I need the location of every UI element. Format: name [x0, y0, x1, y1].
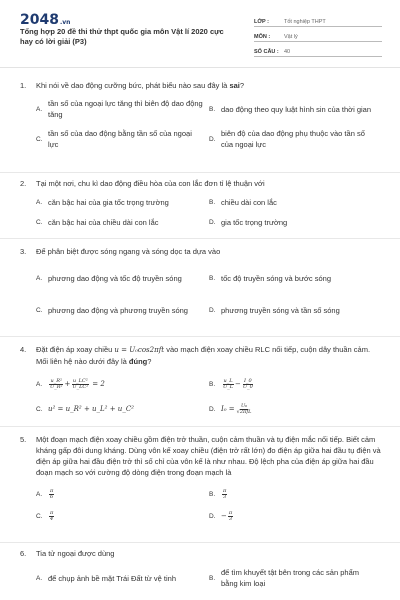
- options: [36, 565, 382, 591]
- formula-fraction: [71, 379, 89, 390]
- header-divider: [0, 67, 400, 68]
- option-letter: C.: [36, 218, 43, 226]
- option-c[interactable]: [36, 125, 209, 153]
- formula-fraction: [222, 379, 234, 390]
- frac-num: u_LC²: [72, 377, 88, 384]
- meta-value: Vật lý: [284, 34, 298, 40]
- frac-den: √2πfL: [236, 408, 252, 415]
- meta-value: Tốt nghiệp THPT: [284, 19, 326, 25]
- question-3: [20, 246, 382, 323]
- option-c[interactable]: [36, 399, 209, 419]
- stem-text-end: ?: [147, 357, 152, 366]
- option-text: chiều dài con lắc: [221, 197, 277, 207]
- option-a[interactable]: [36, 195, 209, 209]
- question-divider: [0, 426, 400, 427]
- option-c[interactable]: [36, 508, 209, 524]
- option-c[interactable]: [36, 297, 209, 323]
- options: [36, 195, 382, 229]
- meta-key: LỚP :: [254, 19, 269, 25]
- question-text: [36, 344, 382, 367]
- option-letter: C.: [36, 405, 43, 413]
- frac-num: u_R²: [50, 377, 62, 384]
- stem-text: Đặt điện áp xoay chiều: [36, 345, 115, 354]
- frac-den: U_L: [223, 383, 234, 390]
- question-divider: [0, 542, 400, 543]
- options: [36, 97, 382, 153]
- question-stem: [20, 80, 382, 91]
- option-a[interactable]: [36, 375, 209, 393]
- question-text: Một đoạn mạch điện xoay chiều gồm điện trở thuần, cuộn cảm thuần và tụ điện mắc nối tiếp. Biết cảm kháng gấp đôi dung kháng. Dùng vôn kế xoay chiều (điện trở rất lớn) đo điện áp giữa hai đầu tụ điện và điện áp giữa hai đầu điện trở thì số chỉ của vôn kế là như nhau. Độ lệch pha của điện áp giữa hai đầu đoạn mạch so với cường độ dòng điện trong đoạn mạch là: [36, 435, 381, 477]
- frac-num: π: [228, 509, 233, 516]
- question-6: [20, 548, 382, 591]
- question-number: 5.: [20, 435, 27, 444]
- frac-den: 4: [50, 515, 54, 522]
- frac-num: π: [223, 487, 227, 494]
- question-divider: [0, 336, 400, 337]
- question-stem: [20, 434, 382, 478]
- stem-emphasis: đúng: [128, 357, 148, 366]
- formula-fraction: [49, 489, 54, 500]
- option-letter: B.: [209, 574, 216, 582]
- frac-den: 3: [223, 493, 227, 500]
- option-letter: D.: [209, 218, 216, 226]
- logo-suffix: .vn: [59, 19, 71, 26]
- option-d[interactable]: [209, 399, 382, 419]
- option-c[interactable]: [36, 215, 209, 229]
- option-letter: D.: [209, 405, 216, 413]
- question-stem: [20, 178, 382, 189]
- option-b[interactable]: [209, 375, 382, 393]
- frac-num: U₀: [240, 402, 248, 409]
- option-letter: D.: [209, 135, 216, 143]
- option-a[interactable]: [36, 486, 209, 502]
- question-2: [20, 178, 382, 229]
- formula-rhs: = 2: [92, 379, 105, 388]
- option-text: căn bậc hai của chiều dài con lắc: [48, 217, 159, 227]
- option-text: tần số của ngoại lực tăng thì biên độ dao động tăng: [48, 99, 203, 119]
- option-letter: A.: [36, 574, 43, 582]
- option-text: gia tốc trọng trường: [221, 217, 288, 227]
- formula-text: u² = u_R² + u_L² + u_C²: [48, 404, 134, 413]
- option-letter: B.: [209, 274, 216, 282]
- option-letter: B.: [209, 490, 216, 498]
- document-header: [0, 0, 400, 64]
- question-number: 1.: [20, 81, 27, 90]
- frac-den: U_0: [242, 383, 253, 390]
- option-letter: B.: [209, 380, 216, 388]
- option-d[interactable]: [209, 125, 382, 153]
- option-text: để chụp ảnh bề mặt Trái Đất từ vệ tinh: [48, 573, 177, 583]
- meta-key: MÔN :: [254, 34, 271, 40]
- question-number: 4.: [20, 345, 27, 354]
- option-letter: D.: [209, 306, 216, 314]
- stem-formula: u = U₀cos2πft: [114, 346, 165, 354]
- option-text: phương dao động và tốc độ truyền sóng: [48, 273, 182, 283]
- option-letter: A.: [36, 380, 43, 388]
- meta-key: SỐ CÂU :: [254, 49, 279, 55]
- formula-fraction: [49, 379, 63, 390]
- option-d[interactable]: [209, 297, 382, 323]
- option-b[interactable]: [209, 565, 382, 591]
- formula-sign: −: [221, 511, 227, 520]
- document-title: Tổng hợp 20 đề thi thử thpt quốc gia môn Vật lí 2020 cực hay có lời giải (P3): [20, 27, 224, 46]
- frac-num: I_0: [244, 377, 252, 384]
- option-letter: A.: [36, 490, 43, 498]
- option-a[interactable]: [36, 265, 209, 291]
- question-text: Tại một nơi, chu kì dao động điều hòa của con lắc đơn tỉ lệ thuận với: [36, 179, 265, 188]
- option-text: tần số của dao động bằng tần số của ngoại lực: [48, 129, 192, 149]
- option-letter: C.: [36, 135, 43, 143]
- question-5: [20, 434, 382, 524]
- option-a[interactable]: [36, 565, 209, 591]
- option-letter: A.: [36, 274, 43, 282]
- frac-den: 6: [50, 493, 54, 500]
- option-text: phương dao động và phương truyền sóng: [48, 305, 188, 315]
- meta-row-count: [254, 42, 382, 57]
- question-number: 2.: [20, 179, 27, 188]
- question-text: Để phân biệt được sóng ngang và sóng dọc ta dựa vào: [36, 247, 221, 256]
- option-text: biên độ của dao động phụ thuộc vào tần số của ngoại lực: [221, 129, 365, 149]
- option-b[interactable]: [209, 486, 382, 502]
- option-a[interactable]: [36, 97, 209, 121]
- option-letter: A.: [36, 198, 43, 206]
- frac-num: u_L: [223, 377, 233, 384]
- option-text: dao động theo quy luật hình sin của thời gian: [221, 104, 372, 114]
- options: [36, 375, 382, 419]
- option-text: phương truyền sóng và tần số sóng: [221, 305, 340, 315]
- logo-text: 2048: [20, 12, 59, 28]
- option-letter: D.: [209, 512, 216, 520]
- meta-value: 40: [284, 49, 291, 55]
- option-letter: C.: [36, 512, 43, 520]
- question-text: [36, 80, 382, 91]
- option-b[interactable]: [209, 195, 382, 209]
- option-text: để tìm khuyết tật bên trong các sản phẩm bằng kim loại: [221, 568, 359, 588]
- question-text: Tia tử ngoại được dùng: [36, 549, 115, 558]
- question-divider: [0, 238, 400, 239]
- frac-num: π: [50, 487, 54, 494]
- question-4: [20, 344, 382, 419]
- formula-operator: −: [235, 379, 241, 388]
- option-letter: A.: [36, 105, 43, 113]
- stem-text-cont: vào mạch điện xoay chiều RLC nối tiếp, cuộn dây thuần cảm. Mối liên hệ nào dưới đây là: [36, 345, 371, 366]
- question-number: 3.: [20, 247, 27, 256]
- frac-num: π: [50, 509, 54, 516]
- formula-fraction: [236, 404, 253, 415]
- formula-fraction: [228, 511, 233, 522]
- option-d[interactable]: [209, 508, 382, 524]
- question-stem: [20, 344, 382, 367]
- question-divider: [0, 172, 400, 173]
- question-1: [20, 80, 382, 153]
- meta-row-subject: [254, 27, 382, 42]
- question-stem: [20, 548, 382, 559]
- options: [36, 486, 382, 524]
- option-letter: B.: [209, 198, 216, 206]
- formula-fraction: [222, 489, 227, 500]
- formula-fraction: [242, 379, 254, 390]
- frac-den: U_LC²: [72, 383, 89, 390]
- formula-fraction: [49, 511, 54, 522]
- option-b[interactable]: [209, 97, 382, 121]
- option-letter: B.: [209, 105, 216, 113]
- formula-operator: +: [64, 379, 71, 388]
- question-number: 6.: [20, 549, 27, 558]
- options: [36, 265, 382, 323]
- site-logo[interactable]: [20, 12, 70, 28]
- option-d[interactable]: [209, 215, 382, 229]
- question-stem: [20, 246, 382, 257]
- document-meta: [254, 12, 382, 57]
- stem-emphasis: sai: [229, 81, 240, 90]
- option-b[interactable]: [209, 265, 382, 291]
- stem-text: Khi nói về dao động cưỡng bức, phát biểu nào sau đây là: [36, 81, 230, 90]
- frac-den: 3: [228, 515, 233, 522]
- formula-lhs: I₀ =: [221, 404, 235, 413]
- option-text: tốc độ truyền sóng và bước sóng: [221, 273, 332, 283]
- frac-den: U_R²: [50, 383, 63, 390]
- option-text: căn bậc hai của gia tốc trọng trường: [48, 197, 169, 207]
- stem-text-end: ?: [239, 81, 245, 90]
- meta-row-class: [254, 12, 382, 27]
- option-letter: C.: [36, 306, 43, 314]
